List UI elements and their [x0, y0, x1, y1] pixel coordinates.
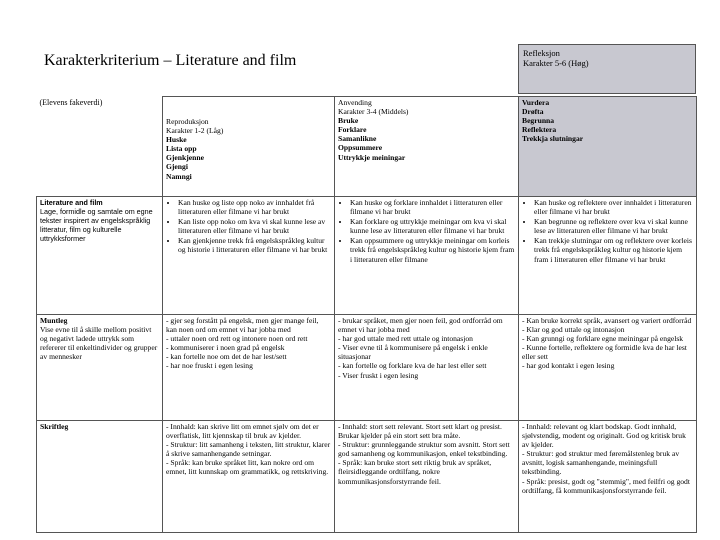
- elevens-note: (Elevens fakeverdi): [39, 97, 103, 107]
- header-cell-anvending: [335, 97, 519, 197]
- criterion-item: - Struktur: god struktur med føremålstenleg bruk av avsnitt, logisk samanhengande, meiningsfull tekstbinding.: [522, 449, 680, 477]
- vurdera-verb: Vurdera: [522, 98, 550, 107]
- refleksjon-grade: Karakter 5-6 (Høg): [523, 58, 589, 68]
- criterion-item: - Kan grunngi og forklare egne meiningar på engelsk: [522, 334, 684, 344]
- header-cell-vurdera: [519, 97, 697, 197]
- criterion-item: - Innhald: kan skrive litt om emnet sjølv om det er overflatisk, litt kjennskap til bruk av kjelder.: [166, 422, 319, 441]
- criterion-item: - brukar språket, men gjer noen feil, god ordforråd om emnet vi har jobba med: [338, 316, 503, 335]
- row-label: Literature and film: [40, 198, 103, 207]
- criterion-item: - Struktur: grunnleggande struktur som avsnitt. Stort sett god samanheng og kommunikasjon, enkel tekstbinding.: [338, 440, 510, 459]
- anvending-verb: Forklare: [338, 125, 367, 135]
- row-literature: [37, 197, 697, 315]
- mid-criteria-cell: [335, 421, 519, 533]
- anvending-verb: Uttrykkje meiningar: [338, 152, 406, 162]
- vurdera-verb: Drøfta: [522, 107, 544, 117]
- row-label-cell: [37, 421, 163, 533]
- page-title: Karakterkriterium – Literature and film: [44, 52, 297, 69]
- row-label: Skriftleg: [40, 422, 69, 431]
- refleksjon-label: Refleksjon: [523, 48, 560, 58]
- criterion-item: - har noe fruskt i egen lesing: [166, 361, 253, 371]
- criterion-item: • Kan oppsummere og uttrykkje meiningar om korleis trekk frå engelskspråkleg kultur og historie kjem fram i litteraturen eller filmane: [350, 236, 515, 263]
- row-description: Lage, formidle og samtale om egne tekster inspirert av engelskspråklig litteratur, film og kulturelle uttrykksformer: [40, 207, 153, 244]
- high-criteria-cell: [519, 197, 697, 315]
- criterion-item: • Kan huske og forklare innhaldet i litteraturen eller filmane vi har brukt: [350, 198, 515, 216]
- header-row: [37, 97, 697, 197]
- reproduksjon-verb: Gjenkjenne: [166, 153, 204, 163]
- criterion-item: • Kan huske og reflektere over innhaldet i litteraturen eller filmane vi har brukt: [534, 198, 693, 216]
- criterion-item: • Kan huske og liste opp noko av innhaldet frå litteraturen eller filmane vi har brukt: [178, 198, 331, 216]
- reproduksjon-label: Reproduksjon: [166, 117, 209, 126]
- low-criteria-cell: [163, 197, 335, 315]
- anvending-label: Anvending: [338, 98, 372, 107]
- row-description: Vise evne til å skille mellom positivt og negativt ladede uttrykk som refererer til enkeltindivider og grupper av mennesker: [40, 325, 158, 362]
- criterion-item: • Kan begrunne og reflektere over kva vi skal kunne lese av litteraturen eller filmane vi har brukt: [534, 217, 693, 235]
- vurdera-verb: Begrunna: [522, 116, 555, 126]
- criterion-item: • Kan gjenkjenne trekk frå engelskspråkleg kultur og historie i litteraturen eller filmane vi har brukt: [178, 236, 331, 254]
- criterion-item: - Språk: kan bruke stort sett riktig bruk av språket, fleirsidleggande ordtilfang, nokre kommunikasjonsforstyrrande feil.: [338, 458, 492, 486]
- vurdera-verb: Reflektera: [522, 125, 557, 135]
- criterion-item: • Kan forklare og uttrykkje meiningar om kva vi skal kunne lese av litteraturen eller filmane vi har brukt: [350, 217, 515, 235]
- criterion-item: - Viser fruskt i egen lesing: [338, 370, 419, 380]
- reproduksjon-grade: Karakter 1-2 (Låg): [166, 126, 224, 136]
- criterion-item: - har god uttale med rett uttale og intonasjon: [338, 334, 473, 344]
- criterion-item: - gjer seg forstått på engelsk, men gjer mange feil, kan noen ord om emnet vi har jobba med: [166, 316, 319, 335]
- header-cell-topic: [37, 97, 163, 197]
- header-cell-reproduksjon: [163, 97, 335, 197]
- criterion-item: - Struktur: litt samanheng i teksten, litt struktur, klarer å skrive samanhengande setningar.: [166, 440, 331, 459]
- reproduksjon-verb: Lista opp: [166, 144, 197, 154]
- criterion-item: - uttaler noen ord rett og intonere noen ord rett: [166, 334, 308, 344]
- mid-criteria-cell: [335, 315, 519, 421]
- reproduksjon-verb: Gjengi: [166, 162, 188, 172]
- refleksjon-header-box: [518, 44, 696, 94]
- criterion-item: • Kan liste opp noko om kva vi skal kunne lese av litteraturen eller filmane vi har brukt: [178, 217, 331, 235]
- criterion-item: • Kan trekkje slutningar om og reflektere over korleis trekk frå engelskspråkleg kultur og historie kjem fram i litteraturen eller filmane vi har brukt: [534, 236, 693, 263]
- criterion-item: - Innhald: stort sett relevant. Stort sett klart og presist. Brukar kjelder på ein stort sett bra måte.: [338, 422, 502, 441]
- high-criteria-cell: [519, 315, 697, 421]
- criterion-item: - har god kontakt i egen lesing: [522, 361, 615, 371]
- criterion-item: - kommuniserer i noen grad på engelsk: [166, 343, 285, 353]
- row-label: Muntleg: [40, 316, 68, 325]
- high-criteria-cell: [519, 421, 697, 533]
- criterion-item: - Innhald: relevant og klart bodskap. Godt innhald, sjølvstendig, modent og originalt. God og kritisk bruk av kjelder.: [522, 422, 686, 450]
- row-skriftleg: [37, 421, 697, 533]
- criterion-item: - Språk: kan bruke språket litt, kan nokre ord om emnet, litt kunnskap om grammatikk, og rettskriving.: [166, 458, 329, 477]
- criterion-item: - Klar og god uttale og intonasjon: [522, 325, 625, 335]
- row-label-cell: [37, 197, 163, 315]
- vurdera-verb: Trekkja slutningar: [522, 134, 584, 144]
- mid-criteria-cell: [335, 197, 519, 315]
- criterion-item: - Kunne fortelle, reflektere og formidle kva de har lest eller sett: [522, 343, 687, 362]
- criteria-table: [36, 96, 697, 533]
- reproduksjon-verb: Huske: [166, 135, 187, 145]
- criterion-item: - Språk: presist, godt og "stemmig", med feilfri og godt ordtilfang, få kommunikasjonsforstyrrande feil.: [522, 476, 690, 495]
- row-muntleg: [37, 315, 697, 421]
- anvending-verb: Bruke: [338, 116, 359, 126]
- row-label-cell: [37, 315, 163, 421]
- reproduksjon-verb: Namngi: [166, 171, 192, 181]
- criterion-item: - Viser evne til å kommunisere på engelsk i enkle situasjonar: [338, 343, 488, 362]
- anvending-verb: Samanlikne: [338, 134, 377, 144]
- anvending-grade: Karakter 3-4 (Middels): [338, 107, 409, 117]
- criterion-item: - Kan bruke korrekt språk, avansert og variert ordforråd: [522, 316, 692, 325]
- criterion-item: - kan fortelle og forklare kva de har lest eller sett: [338, 361, 487, 371]
- low-criteria-cell: [163, 315, 335, 421]
- low-criteria-cell: [163, 421, 335, 533]
- criterion-item: - kan fortelle noe om det de har lest/sett: [166, 352, 287, 362]
- anvending-verb: Oppsummere: [338, 143, 383, 153]
